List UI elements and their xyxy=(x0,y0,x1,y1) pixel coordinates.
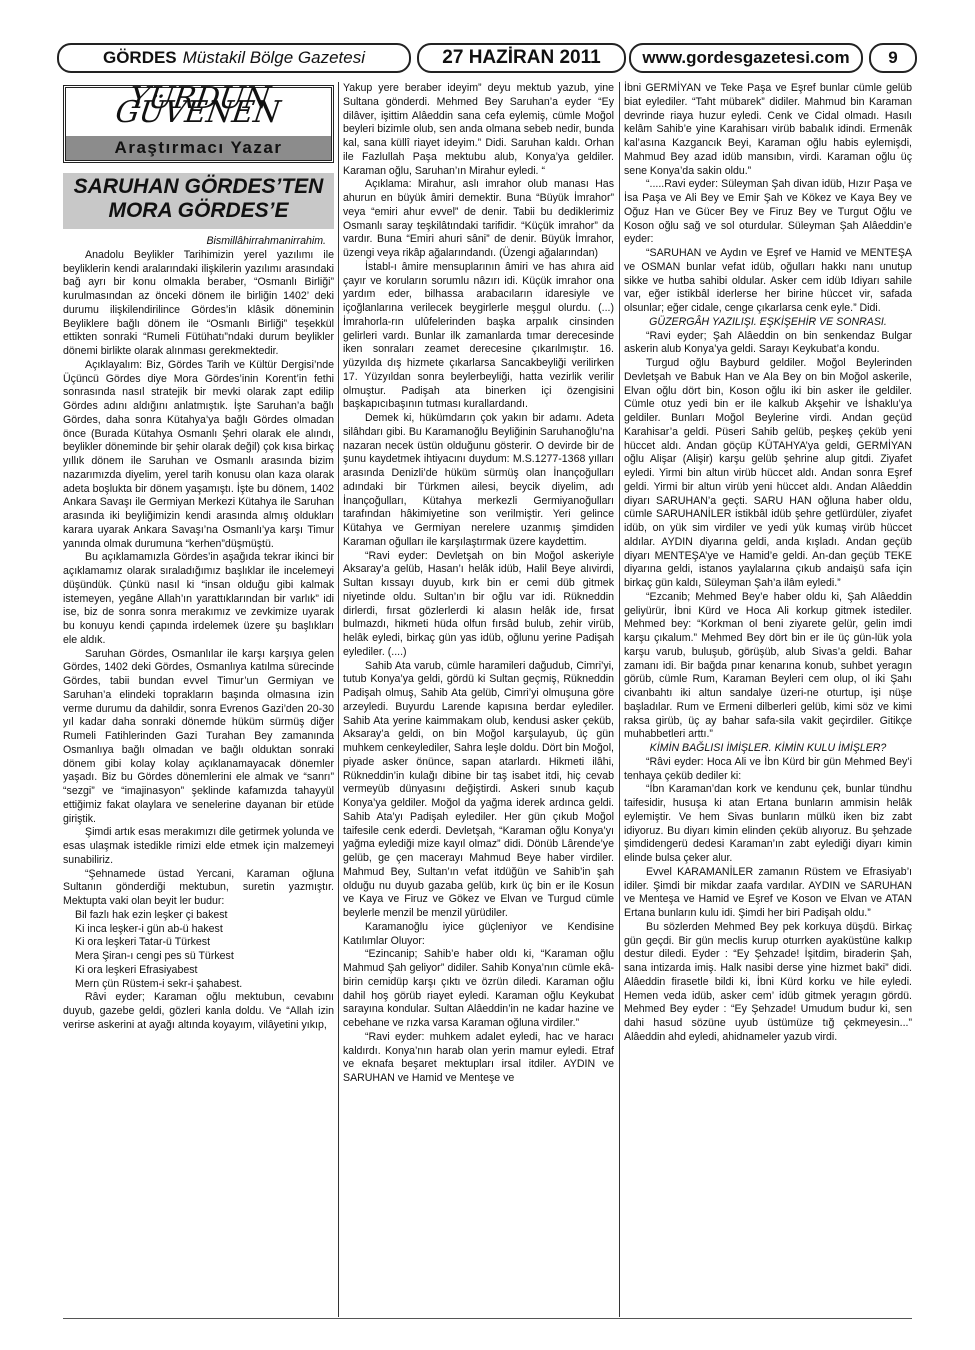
paragraph: “.....Ravi eyder: Süleyman Şah divan idüb, Hızır Paşa ve İsa Paşa ve Ali Bey ve Emir Şah ve Kökez ve Kaya Bey ve Oğuz Han ve Gücer Bey ve Firuz Bey ve Turgut Oğlu ve Koson oğlu sağ ve sol oturdular. Süleyman Şah Alâeddin’e eyder: xyxy=(624,178,912,246)
column-title-box xyxy=(63,81,334,163)
paragraph: Evvel KARAMANİLER zamanın Rüstem ve Efrasiyab’ı idiler. Şimdi bir mikdar zaafa vardılar. AYDIN ve SARUHAN ve Menteşa ve Hamid ve Eşref ve Koson ve Elvan ve ATAN Ertana bunların kulu idi. Şimdi her biri Padişah oldu.” xyxy=(624,865,912,919)
poem-line: Ki ora leşkeri Efrasiyabest xyxy=(75,963,198,976)
paragraph: İstabl-ı âmire mensuplarının âmiri ve has ahıra aid çayır ve koruların sorumlu nâzırı idi. Küçük imrahor ona yardım eder, bilhassa arabacıların idaresiyle ve içoğlanlarına verilecek beygirlerle meşgul olurdu. (...) İmrahorla-rın ulûfelerinden başka arpalık cinsinden gelirleri vardı. Bunlar ilk zamanlarda tımar derecesinde iken sonraları zeamet derecesine çıkarılmıştır. 16. yüzyılda dış hizmete çıkarlarsa Sancakbeyliği verilirken 17. Yüzyıldan sonra beylerbeyliği, hatta vezirlik verilir olmuştur. Padişah ata binerken içi özengisini başkapıcıbaşının tutması kurallardandı. xyxy=(343,260,614,411)
headline-line-1: SARUHAN GÖRDES’TEN xyxy=(73,175,324,198)
paragraph: Bu sözlerden Mehmed Bey pek korkuya düşdü. Birkaç gün geçdi. Bir gün meclis kurup oturrken ayaküstüne kalkıp destur diledi. Eyder : “Ey Şehzade! İşitdim, biraderin Şah, sana intizarda imiş. Halk nasibi derse yine hizmet baki” didi. Alâeddin firasetle bildi ki, İbni Kürd korku ve hile eyledi. Hemen veda idüb, asker cem’ idüb gitmek yeragın gördü. Mehmed Bey eyder : “Ey Şehzade! Umudum budur ki, sen dahi hasud sözüne uyub üstümüze tığ çekmeyesin...” Alâeddin ahd eyledi, ahidnameler yazub virdi. xyxy=(624,920,912,1043)
poem-line: Bil fazlı hak ezin leşker çi bakest xyxy=(75,908,228,921)
paragraph: Açıklayalım: Biz, Gördes Tarih ve Kültür Dergisi’nde Üçüncü Gördes diye Mora Gördes’inin Korent’in fethi sonrasında nasıl stratejik bir mevki olarak zapt edilip Gördes adını aldığını anlatmıştık. İşte Saruhan’a bağlı Gördes, daha sonra Kütahya’ya bağlı Gördes olmadan önce (Burada Kütahya Osmanlı Şehri olarak ele alındı, beylikler döneminde bir şehir olarak değil) çok kısa birkaç yıllık dönem ile Saruhan ve Osmanlı arasında bizim nazarımızda diyelim, yerel tarih konusu olan kaza olarak adeta boşlukta bir dönem yaşamıştı. İşte bu dönem, 1402 Ankara Savaşı ile Germiyan Merkezi Kütahya ile Saruhan arasında iki beyliğimizin kendi arasında almış oldukları karara uyarak Ankara Savaşı’na Osmanlı’ya karşı Timur yanında olmak durumuna “kerhen”düşmüştü. xyxy=(63,358,334,550)
column-divider xyxy=(338,82,339,1317)
paragraph: İbni GERMİYAN ve Teke Paşa ve Eşref bunlar cümle gelüb biat eylediler. “Taht mübarek” didiler. Mahmud bin Karaman devrinde riaya huzur eyledi. Cenk ve Cidal olmadı. Hasılı kelâm Sahib’e yine Karahisarı virüb babalık idindi. Ermenâk kal’asına Kazgancık Beyi, Karaman oğlu habis eylemişdi, Mahmud Bey azad idüb mansıbın, virdi. Karaman oğlu üç sene Konya’da sakin oldu.” xyxy=(624,82,912,177)
paragraph: Saruhan Gördes, Osmanlılar ile karşı karşıya gelen Gördes, 1402 deki Gördes, Osmanlıya katılma sürecinde Gördes, tabii bundan evvel Timur’un Germiyan ve Saruhan’a elindeki toprakların başında olmasına izin verme durumu da dahildir, sonra Evrenos Gazi’den 20-30 yıl kadar daha sonraki dönemde hüküm sürmüş diğer Rumeli Fatihlerinden Gazi Turahan Bey zamanında Osmanlıya bağlı olmadan ve bağlı olduktan sonraki dönem gibi kolay kolay açıklanamayacak dönemler yaşadı. Biz bu Gördes dönemlerini ele almak ve “sanrı” “sezgi” ve “imajinasyon” şeklinde kafamızda tahayyül ettiğimiz fakat olaylara ve senelerine dayanan bir etüde giriştik. xyxy=(63,647,334,825)
column-subtitle: Araştırmacı Yazar xyxy=(66,136,331,160)
paragraph: Yakup yere beraber ideyim” deyu mektub yazub, yine Sultana gönderdi. Mehmed Bey Saruhan’a eyder “Ey dilâver, işittim Alâeddin sana cefa eylemiş, cümle Moğol beyleri bizimle olub, sen anda olmana sebeb nedir, bunda kal, sana küllî riayet ideyim.” Didi. Saruhan kaldı. Orhan ile Fazlullah Paşa mektubu alub, Konya’ya geldiler. Karaman oğlu, Saruhan’ın Mirahur eyledi. “ xyxy=(343,82,614,177)
paragraph: Şimdi artık esas merakımızı dile getirmek yolunda ve esas ulaşmak istedikle rimizi elde etmek için malzemeyi sunabiliriz. xyxy=(63,826,334,866)
column-divider xyxy=(619,82,620,1317)
paragraph: Sahib Ata varub, cümle haramileri dağudub, Cimri’yi, tutub Konya’ya geldi, gördü ki Sultan geçmiş, Rükneddin Padişah olmuş, Sahib Ata gelüb, Cimri’yi olmuşuna göre arzeyledi. Buyurdu Larende kapısına berdar eylediler. Sahib Ata yerine kaimmakam olub, kendusi asker çeküb, Aksaray’a geldi, on bin Moğol karşulayub, üç gün muhkem cenkeylediler, Sahra leşle doldu. Dört bin Moğol, piyade asker önünce, sapan atarlardı. Hikmeti ilâhi, Rükneddin’in kulağı dibine bir taş isabet itdi, hiç cevab vermeyüb dünyasını değiştirdi. Askeri sınub kaçub Konya’ya geldiler. Moğol da yağma iderek ardınca geldi. Sahib Ata’yı Padişah eylediler. Her gün çıkub Moğol taifesile cenk ederdi. Devletşah, “Karaman oğlu Konya’yı yağma eylediği mize kayıl olmaz” didi. Dönüb Lârende’ye gelüb, ge çen macerayı Mahmud Beye haber virdiler. Mahmud Bey, Sultan’ın vefat itdüğün ve Sahib’in şah olduğu nu duyub gazaba gelüb, kırk üç bin er ile Kosun ve Kaya ve Firuz ve Gökez ve Elvan ve Turgud cümle beylerle menzil be menzil yürüdiler. xyxy=(343,659,614,919)
paragraph: Bu açıklamamızla Gördes’in aşağıda tekrar ikinci bir açıklamamız olarak sıraladığımız başlıklar ile incelemeyi düşündük. Çünkü nasıl ki “insan olduğu gibi kalmak istemeyen, yegâne Allah’ın yarattıklarından bir varlık” idi ise, biz de sonra sonra merakımız ve zevkimize uyarak bu konuyu kendi çapında irdelemek üzere şu başlıkları ele aldık. xyxy=(63,551,334,646)
paragraph: “Ezcanib; Mehmed Bey’e haber oldu ki, Şah Alâeddin geliyürür, İbni Kürd ve Hoca Ali korkup gitmek istediler. Mehmed bey: “Korkman ol beni ziyarete gelür, gelin imdi karşu çıkalum.” Mehmed Bey dört bin er ile üç gün-lük yola karşu varub, buluşub, görüşüb, alub Sivas’a geldi. Bahar zamanı idi. Bir bağda pınar kenarına konub, suhbet yeragın görüb, cümle Rum, Karaman Beyleri cem olup, ol iki Şahı civanbahtı iki altun sandalye üzeri-ne oturtup, işi nüşe başladılar. Rum ve Ermeni dilberleri gelüb, kimi söz ve kimi raksa girüb, üç ay bahar safa-sila vakit geçirdiler. Gitikçe muhabbetleri arttı.” xyxy=(624,590,912,741)
paper-name: GÖRDES xyxy=(102,48,177,67)
page-bottom-rule xyxy=(63,1318,912,1319)
paragraph: “Ravi eyder; Şah Alâeddin on bin senkendaz Bulgar askerin alub Konya’ya geldi. Sarayı Keykubat’a kondu. xyxy=(624,329,912,356)
article-column-1 xyxy=(63,79,334,1033)
section-subheading: GÜZERGÂH YAZILIŞI. EŞKİŞEHİR VE SONRASI. xyxy=(649,315,887,328)
paragraph: “Ezincanip; Sahib’e haber oldı ki, “Karaman oğlu Mahmud Şah geliyor” didiler. Sahib Konya’nın cümle ekâ-birin cemidüp karşı çıktı ve özrün diledi. Karaman oğlu dahil hoş görüb riayet eyledi. Karaman oğlu Keykubat sarayına kondular. Sultan Alâeddin’in ne kadar hazine ve cebehane ve rızka varsa Karaman oğluna virdiler.” xyxy=(343,948,614,1029)
poem-line: Ki ora leşkeri Tatar-ü Türkest xyxy=(75,936,211,949)
paragraph: Açıklama: Mirahur, aslı imrahor olub manası Has ahurun en büyük âmiri demektir. Buna “Büyük İmrahor” veya “emiri ahur evvel” de denir. Tabii bu dediklerimiz Osmanlı saray teşkilâtındaki tarifidir. “Küçük imrahor” da vardır. Buna “Emiri ahuri sâni” de denir. Büyük İmrahor, üzengi veya rikâp ağalarındandı. (Üzengi ağalarından) xyxy=(343,178,614,259)
paragraph: Turgud oğlu Bayburd geldiler. Moğol Beylerinden Devletşah ve Babuk Han ve Ala Bey on bin Moğol askerile, Elvan oğlu dört bin, Koson oğlu iki bin asker ile geldiler. Cümle otuz yedi bin er ile kalkub Akşehir ve İshaklu’ya geldiler. Bunları Moğol Beylerine virdi. Andan geçüd Karahisar’a geldi. Püseri Sahib gelüb, peşkeş çeküb yeni hüccet aldı. Andan göçüp KÜTAHYA’ya geldi, GERMİYAN oğlu Alişar (Alişir) karşu gelüb şehrine alup gitdi. Ziyafet eyledi. Yirmi bin altun virüb hüccet aldı. Andan sonra Eşref geldi. Yirmi bir altun virüb yeni hüccet aldı. Andan Alâeddin diyarı SARUHAN’a geçti. SARU HAN oğluna haber oldu, cümle SARUHANİLER istikbâl idüb şehre getlürdüler, ziyafet idüb, on yük sim virdiler ve yedi yük kumaş virüb hüccet aldılar. AYDIN diyarına geldi, anda kışladı. Andan geçüb diyarı MENTEŞA’ye ve Hamid’e geldi. An-dan geçüb TEKE diyarına geldi, istanos yaylalarına çıkub andaişü safa için birkaç gün kaldı, Süleyman Şah’a ilâm eyledi.” xyxy=(624,357,912,589)
paragraph: Demek ki, hükümdarın çok yakın bir adamı. Adeta silâhdarı gibi. Bu Karamanoğlu Beyliğinin Saruhanoğlu’na nazaran necek üstün olduğunu gösterir. O devirde bir de şunu kaydetmek ihtiyacını duydum: M.S.1277-1368 yılları arasında Denizli’de hüküm sürmüş olan İnançoğulları adındaki bir Türkmen ailesi, beycik diyelim, adı İnançoğulları, Kütahya merkezli Germiyanoğulları tarafından hâkimiyetine son verilmiştir. Yeri gelince Kütahya ve Germiyan nerelere uzanmış şimdiden Karaman oğulları ile karşılaştırmak üzere kaydettim. xyxy=(343,412,614,548)
paragraph: Anadolu Beylikler Tarihimizin yerel yazılımı ile beyliklerin kendi aralarındaki ilişkilerin yazılımı arasındaki bağ ayrı bir konu olmakla beraber, “Osmanlı Birliği” kurulmasından az önceki dönem ile birliğin 1402’ deki durumu ilişkilendirilince Gördes’in klâsik döneminin Beyliklere bağlı dönem ile “Osmanlı Birliği” teşekkül ettikten sonraki “Rumeli Fütühatı”ndaki durum beylikler dönemi birlikte olarak alınması gerekmektedir. xyxy=(63,248,334,357)
paragraph: “Râvi eyder: Hoca Ali ve İbn Kürd bir gün Mehmed Bey’i tenhaya çeküb dediler ki: xyxy=(624,755,912,782)
paragraph: “Ravi eyder: Devletşah on bin Moğol askeriyle Aksaray’a gelüb, Hasan’ı helâk idüb, Halil Beye alıvirdi, Sultan kıssayı duyub, kırk bin er cemi düb gitmek niyetinde oldu. Sultan’ın bir oğlu var idi. Rükneddin dirlerdi, fırsat gözlerlerdi ki alasın helâk ide, fırsat bulmazdı, hikmeti hüda olfun fırsâd bulub, zehir virüb, helâk eyledi, birkaç gün yas idüb, oğlunu yerine Padişah eylediler. (....) xyxy=(343,549,614,658)
article-headline xyxy=(63,173,334,229)
paragraph: Râvi eyder; Karaman oğlu mektubun, cevabını duyub, gazebe geldi, gözleri kanla doldu. Ve “Allah izin verirse askerini at ayağı altında koyayım, vilâyetini yıkıp, xyxy=(63,991,334,1031)
paragraph: Karamanoğlu iyice güçleniyor ve Kendisine Katılımlar Oluyor: xyxy=(343,920,614,947)
article-column-2 xyxy=(343,82,614,1086)
poem-line: Ki inca leşker-i gün ab-ü hakest xyxy=(75,922,223,935)
paper-title-pill xyxy=(57,43,411,73)
paragraph: “İbn Karaman’dan kork ve kendunu çek, bunlar tündhu taifesidir, husuşa ki atan Ertana bunların ammisin helâk eylemiştir. Ve hem Sivas bunların mülkü iken biz zabt idiyoruz. Bu diyarı kimin elinden çeküb alıyoruz. Bu şehzade şimdidengerü dedesi Karaman’ın zabt eylediği diyarı kimin elinde bulsa çeker alur. xyxy=(624,783,912,864)
headline-line-2: MORA GÖRDES’E xyxy=(108,199,289,222)
page-number: 9 xyxy=(869,43,917,73)
paragraph: “SARUHAN ve Aydın ve Eşref ve Hamid ve MENTEŞA ve OSMAN bunlar vefat idüb, oğulları hakkı nanı unutup sikke ve hutba sahibi oldular. Asker cem idüb Idiyarı sahile var, eğer istikbâl iderlerse her birine hüccet vir, safada olsunlar; eğer cidale, cenge çıkarlarsa cenk eyle.” Didi. xyxy=(624,247,912,314)
column-title: YURDUN GÜVENEN xyxy=(113,81,282,130)
section-subheading: KİMİN BAĞLISI İMİŞLER. KİMİN KULU İMİŞLER? xyxy=(649,742,887,754)
website-link[interactable]: www.gordesgazetesi.com xyxy=(629,43,863,73)
bismillah-line: Bismillâhirrahmanirrahim. xyxy=(206,235,326,247)
article-column-3 xyxy=(624,82,912,1045)
paragraph: “Şehnamede üstad Yercani, Karaman oğluna Sultanın gönderdiği mektubun, suretin yazmıştır. Mektupta vaki olan beyit ler budur: xyxy=(63,867,334,907)
page-header xyxy=(57,43,917,73)
issue-date: 27 HAZİRAN 2011 xyxy=(417,43,626,73)
poem-line: Mera Şiran-ı cengi pes sü Türkest xyxy=(75,950,234,962)
paragraph: “Ravi eyder: muhkem adalet eyledi, hac ve haracı kaldırdı. Konya’nın harab olan yerin mamur eyledi. Etraf ve eknafa beşaret mektupları irsal itdiler. AYDIN ve SARUHAN ve Hamid ve Menteşe ve xyxy=(343,1030,614,1084)
paper-tagline: Müstakil Bölge Gazetesi xyxy=(182,48,366,67)
poem-verses xyxy=(63,909,334,992)
poem-line: Mern çün Rüstem-i sekr-i şahabest. xyxy=(75,977,243,990)
